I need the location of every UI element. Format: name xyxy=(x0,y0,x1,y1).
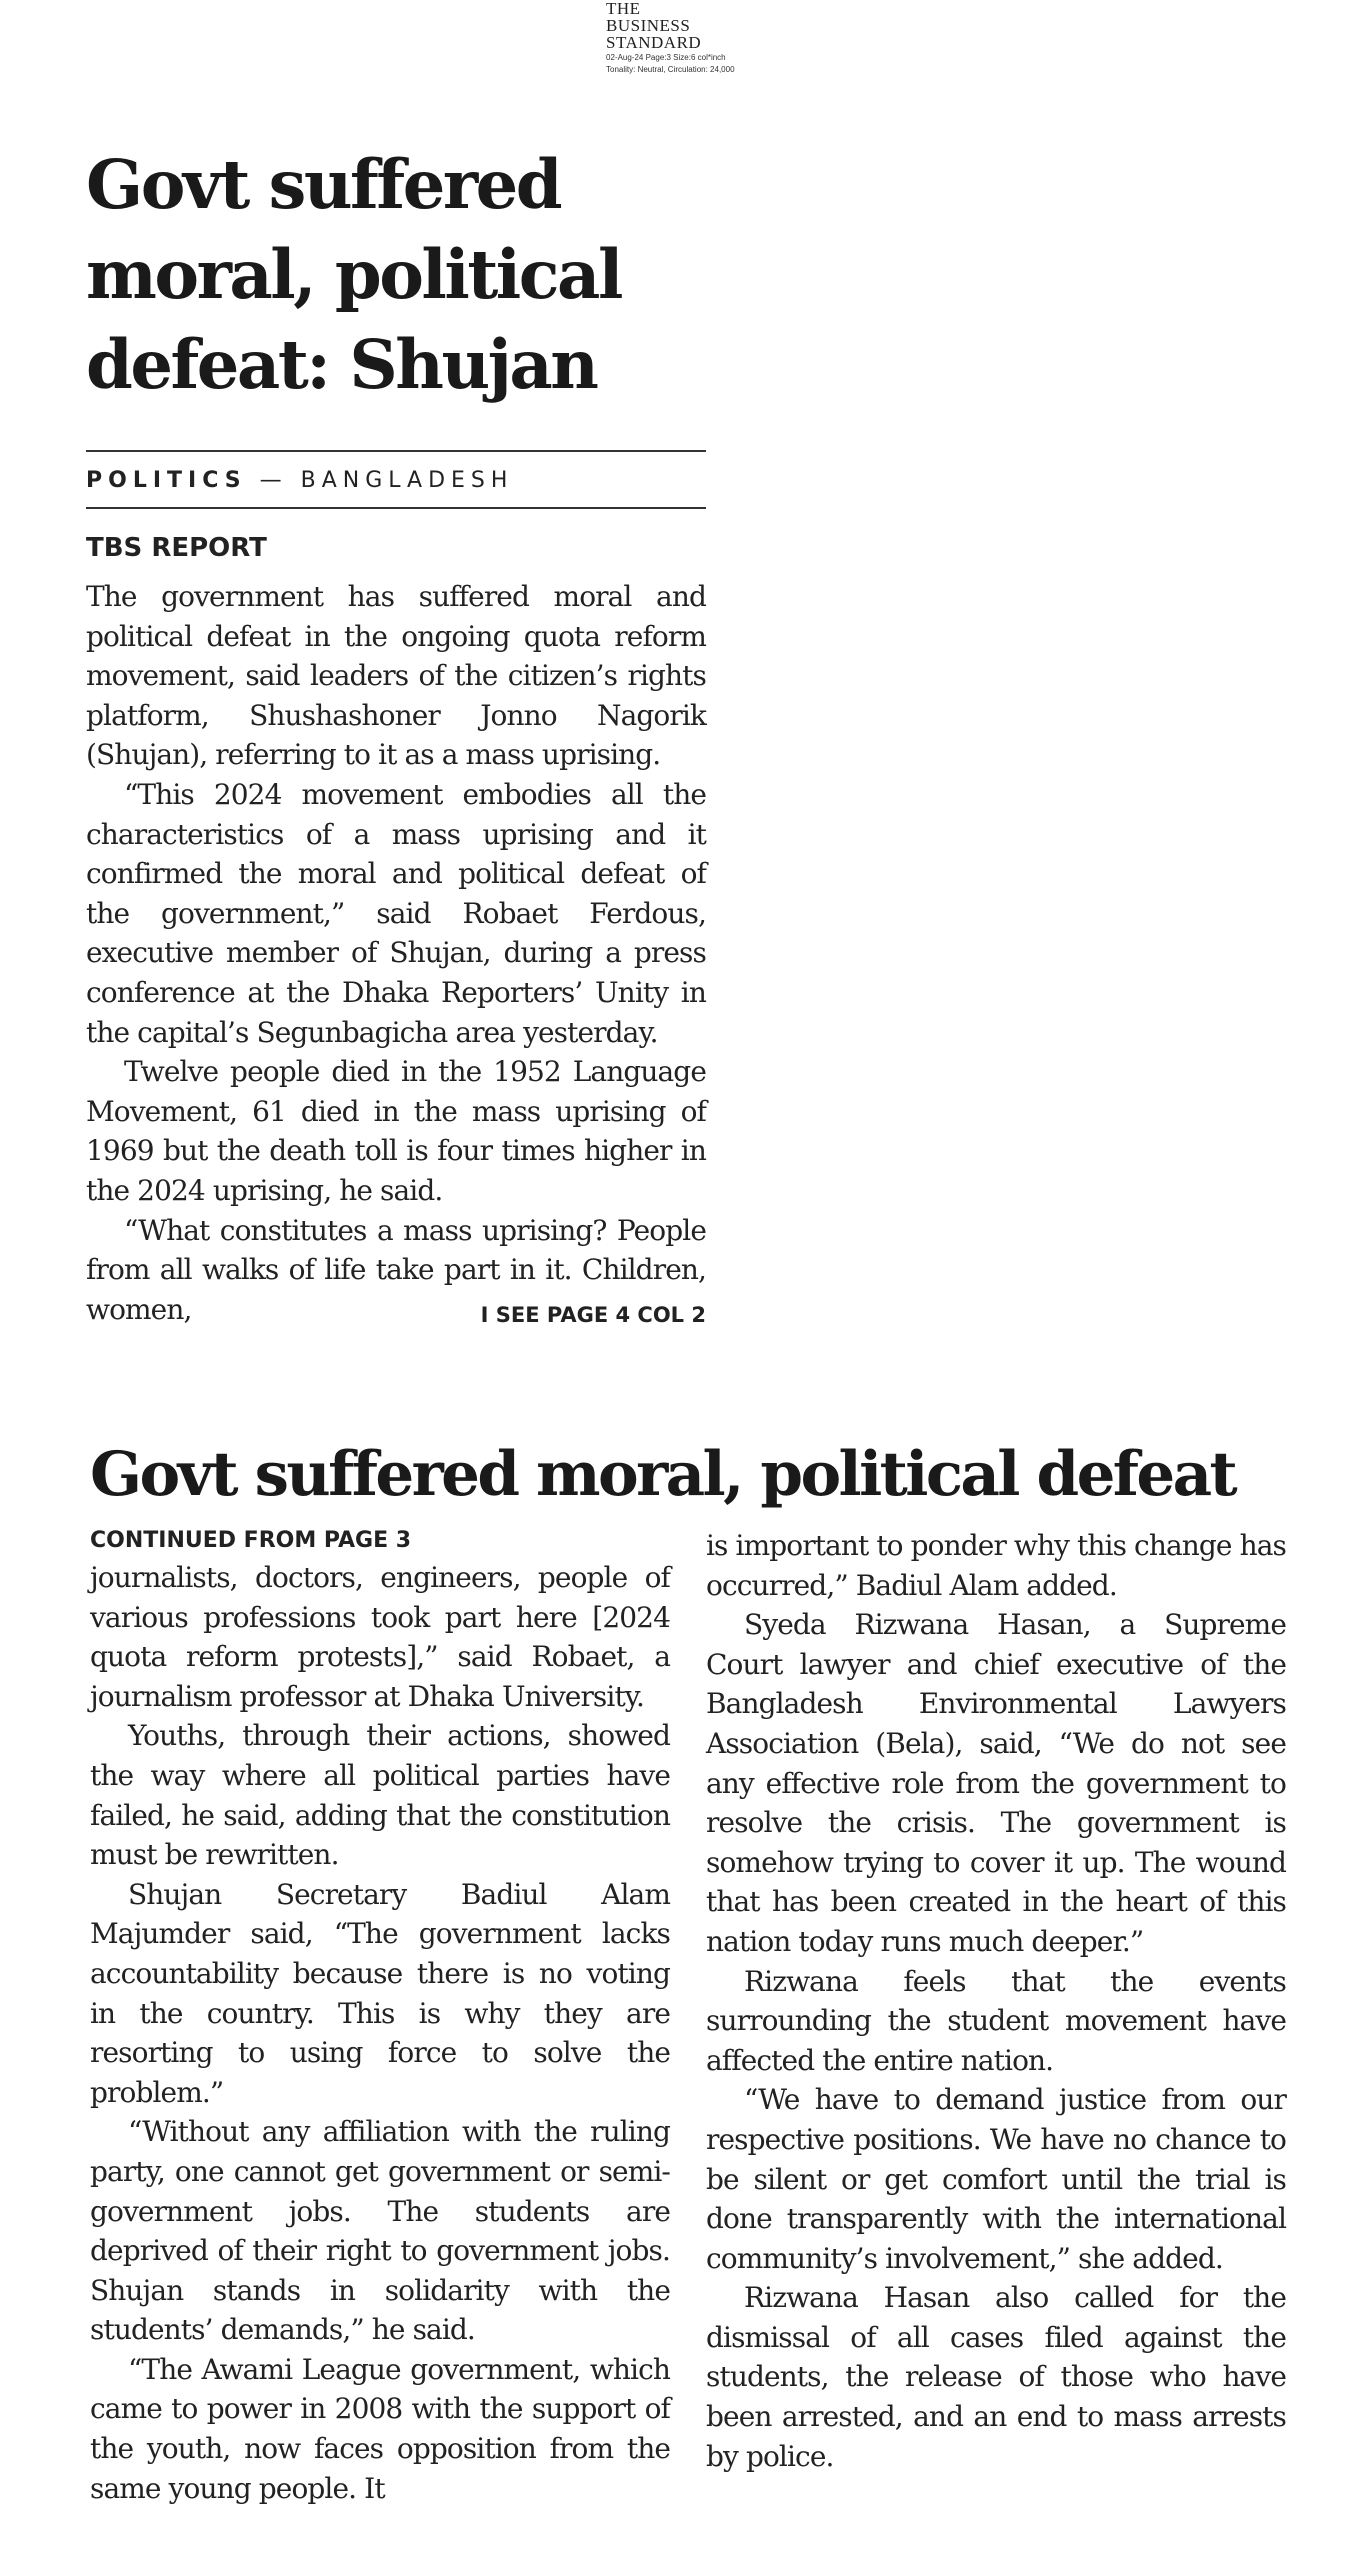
paragraph: “We have to demand justice from our respective positions. We have no chance to be silent or get comfort until the trial is done transparently with the international community’s involvement,” she added. xyxy=(706,2083,1286,2275)
section-separator: — xyxy=(246,468,301,493)
continuation-column-right xyxy=(706,1526,1286,2476)
continued-from-label: CONTINUED FROM PAGE 3 xyxy=(90,1528,412,1553)
headline-line-3: defeat: Shujan xyxy=(86,325,597,404)
masthead-line-standard: STANDARD xyxy=(606,33,702,52)
paragraph-last xyxy=(86,1211,706,1330)
section-kicker xyxy=(86,452,706,507)
clipping-meta-tonality: Tonality: Neutral, Circulation: 24,000 xyxy=(606,65,735,74)
paragraph: “Without any affiliation with the ruling party, one cannot get government or semi-government jobs. The students are deprived of their right to government jobs. Shujan stands in solidarity with the students’ demands,” he said. xyxy=(90,2115,670,2347)
paragraph: “The Awami League government, which came to power in 2008 with the support of the youth, now faces opposition from the same young people. It xyxy=(90,2352,670,2505)
article-main xyxy=(86,140,706,1335)
headline-line-1: Govt suffered xyxy=(86,145,561,224)
paragraph: Twelve people died in the 1952 Language Movement, 61 died in the mass uprising of 1969 but the death toll is four times higher in the 2024 uprising, he said. xyxy=(86,1055,706,1207)
continuation-headline: Govt suffered moral, political defeat xyxy=(90,1439,1236,1510)
paragraph: The government has suffered moral and political defeat in the ongoing quota reform movement, said leaders of the citizen’s rights platform, Shushashoner Jonno Nagorik (Shujan), referring to it as a mass uprising. xyxy=(86,580,706,772)
masthead-line-the: THE xyxy=(606,0,641,18)
byline: TBS REPORT xyxy=(86,533,267,563)
paragraph: Rizwana feels that the events surrounding the student movement have affected the entire nation. xyxy=(706,1964,1286,2077)
paragraph: Shujan Secretary Badiul Alam Majumder said, “The government lacks accountability because there is no voting in the country. This is why they are resorting to using force to solve the problem.” xyxy=(90,1877,670,2109)
headline-line-2: moral, political xyxy=(86,235,621,314)
article-body xyxy=(86,577,706,1329)
paragraph: Syeda Rizwana Hasan, a Supreme Court lawyer and chief executive of the Bangladesh Environmental Lawyers Association (Bela), said, “We do not see any effective role from the government to resolve the crisis. The government is somehow trying to cover it up. The wound that has been created in the heart of this nation today runs much deeper.” xyxy=(706,1608,1286,1958)
continuation-column-left xyxy=(90,1526,670,2508)
paragraph: “This 2024 movement embodies all the characteristics of a mass uprising and it confirmed the moral and political defeat of the government,” said Robaet Ferdous, executive member of Shujan, during a press conference at the Dhaka Reporters’ Unity in the capital’s Segunbagicha area yesterday. xyxy=(86,777,706,1049)
paragraph: is important to ponder why this change has occurred,” Badiul Alam added. xyxy=(706,1529,1286,1602)
section-rule-bottom xyxy=(86,507,706,509)
paragraph: journalists, doctors, engineers, people of various professions took part here [2024 quota reform protests],” said Robaet, a journalism professor at Dhaka University. xyxy=(90,1561,670,1713)
masthead xyxy=(606,0,776,75)
masthead-line-business: BUSINESS xyxy=(606,16,691,35)
jump-reference: I SEE PAGE 4 COL 2 xyxy=(480,1302,706,1327)
clipping-meta-page-size: 02-Aug-24 Page:3 Size:6 col*inch xyxy=(606,53,726,62)
paragraph-text: “What constitutes a mass uprising? People from all walks of life take part in it. Children, women, xyxy=(86,1213,706,1326)
section-label: POLITICS xyxy=(86,468,247,493)
article-headline xyxy=(86,140,706,410)
paragraph: Youths, through their actions, showed the way where all political parties have failed, he said, adding that the constitution must be rewritten. xyxy=(90,1719,670,1872)
subsection-label: BANGLADESH xyxy=(300,468,514,493)
paragraph: Rizwana Hasan also called for the dismissal of all cases filed against the students, the release of those who have been arrested, and an end to mass arrests by police. xyxy=(706,2281,1286,2473)
